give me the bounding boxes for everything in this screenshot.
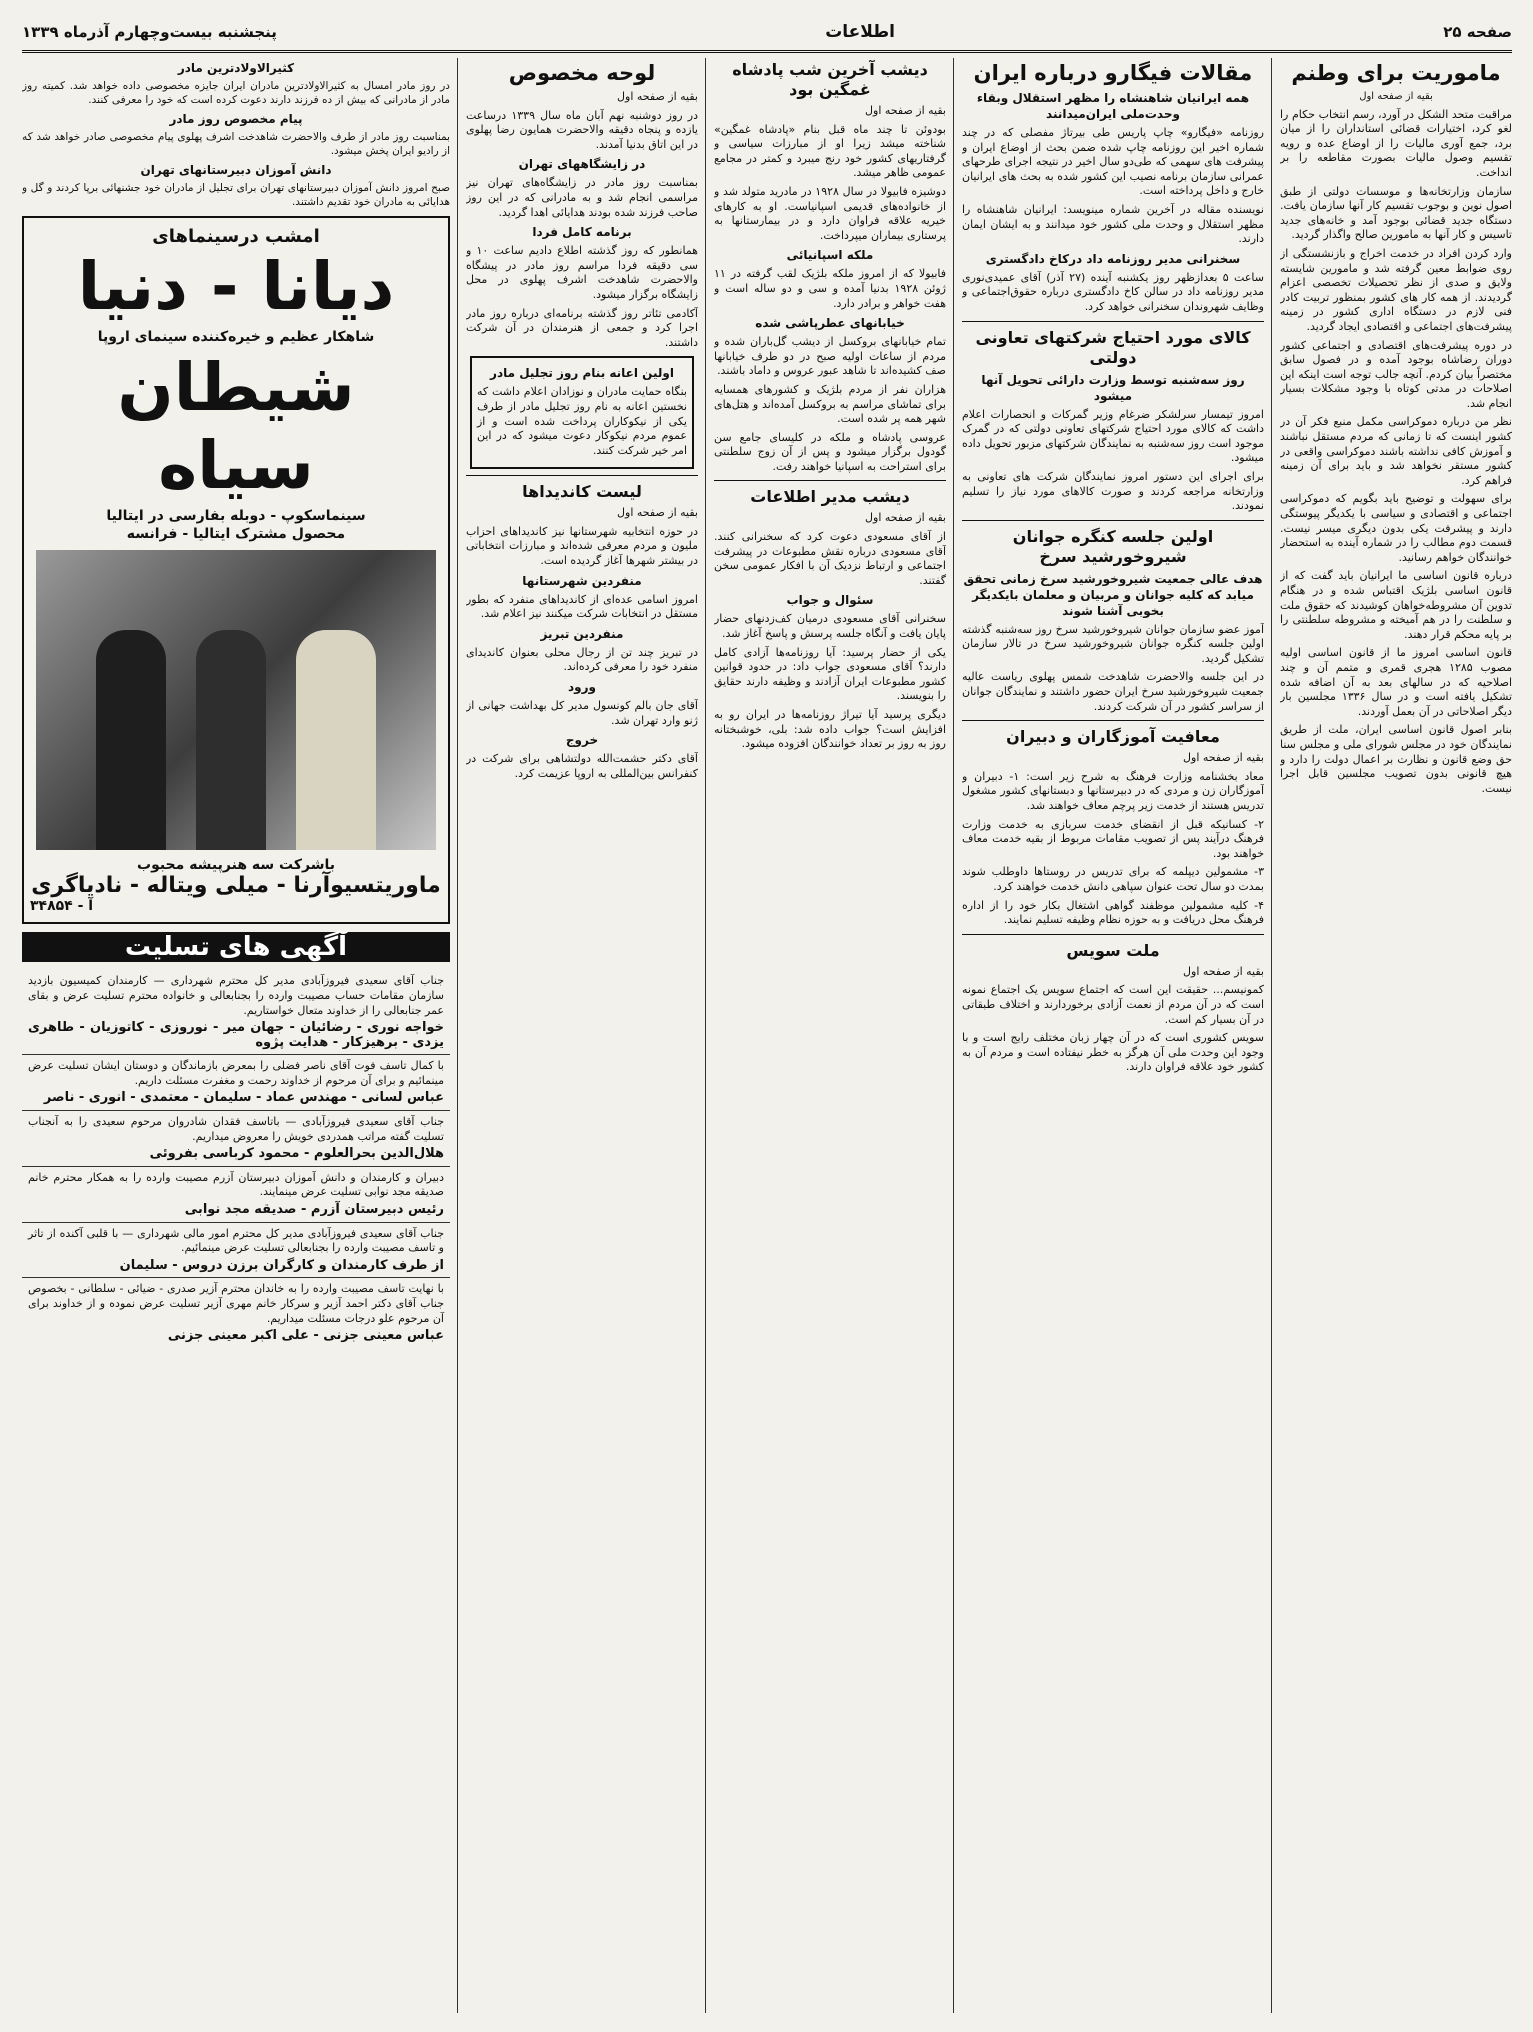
film-still-photo <box>36 550 436 850</box>
column-rule <box>1271 58 1272 2013</box>
paragraph: بمناسبت روز مادر در زایشگاه‌های تهران نیز مراسمی انجام شد و به مادرانی که در این روز صاحب فرزند شده بودند هدایائی اهدا گردید. <box>466 176 698 219</box>
section-subhead: سئوال و جواب <box>786 593 874 608</box>
paragraph: بقیه از صفحه اول <box>1183 751 1264 765</box>
cinema-names: دیانا - دنیا <box>77 248 395 326</box>
paragraph: ۲- کسانیکه قبل از انقضای خدمت سربازی به خدمت وزارت فرهنگ درآیند پس از تصویب مقامات مربوط از بقیه خدمت معاف خواهند بود. <box>962 817 1264 860</box>
paragraph: بمناسبت روز مادر از طرف والاحضرت شاهدخت اشرف پهلوی پیام مخصوصی صادر خواهد شد که از رادیو ایران پخش میشود. <box>22 131 450 157</box>
paragraph: در حوزه انتخابیه شهرستانها نیز کاندیداهای احزاب ملیون و مردم معرفی شده‌اند و مبارزات انتخاباتی در بیشتر شهرها آغاز گردیده است. <box>466 524 698 568</box>
condolence-text: جناب آقای سعیدی فیروزآبادی مدیر کل محترم امور مالی شهرداری — با قلبی آکنده از تاثر و تاسف مصیبت وارده را بجنابعالی تسلیت عرض مینمائیم. <box>28 1226 444 1255</box>
paragraph: سخنرانی آقای مسعودی درمیان کف‌زدنهای حضار پایان یافت و آنگاه جلسه پرسش و پاسخ آغاز شد. <box>714 612 946 641</box>
paragraph: سویس کشوری است که در آن چهار زبان مختلف رایج است و با وجود این وحدت ملی آن هرگز به خطر نیفتاده است و مردم آن به کشور خود علاقه فراوان دارند. <box>962 1031 1264 1074</box>
condolence-notice <box>22 970 450 1055</box>
issue-date: پنجشنبه بیست‌وچهارم آذرماه ۱۳۳۹ <box>22 23 277 41</box>
article-subtitle-coop-goods: روز سه‌شنبه توسط وزارت دارائی تحویل آنها میشود <box>981 372 1245 403</box>
paragraph: در این جلسه والاحضرت شاهدخت شمس پهلوی ریاست عالیه جمعیت شیروخورشید سرخ ایران حضور داشتند و نمایندگان جوانان از سراسر کشور در آن شرکت کردند. <box>962 670 1264 713</box>
ad-code: آ - ۳۴۸۵۴ <box>30 898 94 915</box>
divider <box>962 720 1264 721</box>
condolence-signatures: از طرف کارمندان و کارگران برزن دروس - سلیمان <box>119 1257 444 1273</box>
paragraph: بقیه از صفحه اول <box>617 506 698 520</box>
continued-from-front: بقیه از صفحه اول <box>1359 91 1433 102</box>
condolence-text: دبیران و کارمندان و دانش آموزان دبیرستان آزرم مصیبت وارده را به همکار محترم خانم صدیقه مجد نوابی تسلیت عرض مینمایند. <box>28 1170 444 1199</box>
masthead <box>22 14 1512 53</box>
paragraph: سازمان وزارتخانه‌ها و موسسات دولتی از طبق اصول نوین و بوجوب تقسیم کار آنها سازمان یافت. دستگاه جدید قضائی بوجود آمد و خانه‌های جدید تاسیس و کار آنها به مامورین صالح واگذار گردید. <box>1280 184 1512 242</box>
paragraph: بنابر اصول قانون اساسی ایران، ملت از طریق نمایندگان خود در مجلس شورای ملی و مجلس سنا حق وضع قانون و نظارت بر اعمال دولت را دارد و هیچ قانونی بدون تصویب مجلسین قابل اجرا نیست. <box>1280 723 1512 795</box>
section-subhead: ورود <box>568 680 596 695</box>
paragraph: آکادمی تئاتر روز گذشته برنامه‌ای درباره روز مادر اجرا کرد و جمعی از هنرمندان در آن شرکت داشتند. <box>466 306 698 349</box>
paragraph: برای اجرای این دستور امروز نمایندگان شرکت های تعاونی به وزارتخانه مراجعه کردند و صورت کالاهای مورد نیاز را تسلیم نمودند. <box>962 469 1264 513</box>
article-title-swiss-nation: ملت سویس <box>1066 940 1160 960</box>
cast-intro: باشرکت سه هنرپیشه محبوب <box>137 856 335 873</box>
paragraph: بقیه از صفحه اول <box>865 104 946 117</box>
cast-names: ماوریتسیوآرنا - میلی ویتاله - نادیاگری <box>31 872 441 898</box>
condolence-signatures: رئیس دبیرستان آزرم - صدیقه مجد نوابی <box>184 1202 444 1218</box>
article-title-teacher-exemption: معافیت آموزگاران و دبیران <box>1006 727 1220 747</box>
paragraph: بقیه از صفحه اول <box>1183 964 1264 978</box>
paragraph: دوشیزه فابیولا در سال ۱۹۲۸ در مادرید متولد شد و از خانواده‌های قدیمی اسپانیاست. او به کارهای خیریه علاقه فراوان دارد و در بیمارستانها به پرستاری بیماران میپرداخت. <box>714 184 946 242</box>
mother-news-box <box>22 60 450 210</box>
article-subtitle-red-lion-congress: هدف عالی جمعیت شیروخورشید سرخ زمانی تحقق میابد که کلیه جوانان و مربیان و معلمان بایکدیگر بخوبی آشنا شوند <box>963 571 1263 618</box>
article-title-red-lion-congress: اولین جلسه کنگره جوانان شیروخورشید سرخ <box>1012 526 1214 566</box>
condolence-text: با نهایت تاسف مصیبت وارده را به خاندان محترم آزیر صدری - ضیائی - سلطانی - بخصوص جناب آقای دکتر احمد آزیر و سرکار خانم مهری آزیر تسلیت عرض نموده و از خداوند برای آن مرحوم علو درجات مسئلت میداریم. <box>28 1282 444 1325</box>
condolence-signatures: عباس لسانی - مهندس عماد - سلیمان - معتمدی - انوری - ناصر <box>43 1090 444 1106</box>
paragraph: بنگاه حمایت مادران و نوزادان اعلام داشت که نخستین اعانه به نام روز تجلیل مادر از طرف یکی از نیکوکاران پرداخت شده است و از عموم مردم نیکوکار دعوت میشود که در این امر خیر شرکت کنند. <box>477 385 687 457</box>
article-title-coop-goods: کالای مورد احتیاج شرکتهای تعاونی دولتی <box>975 327 1251 367</box>
paragraph: آموز عضو سازمان جوانان شیروخورشید سرخ روز سه‌شنبه گذشته اولین جلسه کنگره جوانان شیروخورشید سرخ در تالار سازمان تشکیل گردید. <box>962 622 1264 665</box>
condolence-notice <box>22 1055 450 1111</box>
column-rule <box>953 58 954 2013</box>
section-subhead: دانش آموزان دبیرستانهای تهران <box>140 163 332 178</box>
condolence-signatures: عباس معینی جزنی - علی اکبر معینی جزنی <box>167 1328 444 1344</box>
paragraph: امروز اسامی عده‌ای از کاندیداهای منفرد که بطور مستقل در انتخابات شرکت میکنند نیز اعلام شد. <box>466 592 698 621</box>
section-subhead: ملکه اسپانیائی <box>786 248 874 263</box>
paragraph: ساعت ۵ بعدازظهر روز یکشنبه آینده (۲۷ آذر) آقای عمیدی‌نوری مدیر روزنامه داد در سالن کاخ دادگستری درباره حقوق‌اجتماعی و وظایف شهروندان سخنرانی خواهد کرد. <box>962 270 1264 313</box>
article-title-figaro: مقالات فیگارو درباره ایران <box>973 61 1253 85</box>
divider <box>714 480 946 481</box>
article-title-king-last-night: دیشب آخرین شب پادشاه غمگین بود <box>732 60 928 99</box>
divider <box>962 934 1264 935</box>
paragraph: صبح امروز دانش آموزان دبیرستانهای تهران برای تجلیل از مادران خود جشنهائی برپا کردند و گل و هدایائی به مادران خود تقدیم داشتند. <box>22 182 450 208</box>
condolence-heading: آگهی های تسلیت <box>22 932 450 963</box>
paragraph: عروسی پادشاه و ملکه در کلیسای جامع سن گودول برگزار میشود و پس از آن زوج سلطنتی برای استراحت به اسپانیا خواهند رفت. <box>714 430 946 473</box>
paragraph: فابیولا که از امروز ملکه بلژیک لقب گرفته در ۱۱ ژوئن ۱۹۲۸ بدنیا آمده و سی و دو ساله است و هفت خواهر و برادر دارد. <box>714 267 946 310</box>
condolence-text: جناب آقای سعیدی فیروزآبادی مدیر کل محترم شهرداری — کارمندان کمیسیون بازدید سازمان مقامات حساب مصیبت وارده را بجنابعالی و خانواده محترم تسلیت عرض و بقای عمر جنابعالی را از خداوند متعال خواستاریم. <box>28 974 444 1017</box>
page-number: صفحه ۲۵ <box>1443 23 1512 41</box>
paragraph: کمونیسم... حقیقت این است که اجتماع سویس یک اجتماع نمونه است که در آن مردم از نعمت آزادی برخوردارند و اختلاف طبقاتی در آن بسیار کم است. <box>962 983 1264 1026</box>
boxed-notice-first-donation <box>470 356 694 469</box>
paragraph: بودوئن تا چند ماه قبل بنام «پادشاه غمگین» شناخته میشد زیرا او از مبارزات سیاسی و گرفتاریهای کشور خود رنج میبرد و کمتر در مجامع عمومی ظاهر میشد. <box>714 122 946 180</box>
section-subhead: منفردین شهرستانها <box>522 573 642 588</box>
film-description: شاهکار عظیم و خیره‌کننده سینمای اروپا <box>97 329 375 346</box>
paragraph: هزاران نفر از مردم بلژیک و کشورهای همسایه برای تماشای مراسم به بروکسل آمده‌اند و هتل‌های شهر همه پر شده است. <box>714 382 946 426</box>
section-subhead: کثیرالاولادترین مادر <box>177 61 295 75</box>
divider <box>466 475 698 476</box>
paragraph: دیگری پرسید آیا تیراژ روزنامه‌ها در ایران رو به افزایش است؟ جواب داده شد: بلی، خوشبختانه روز به روز بر تعداد خوانندگان افزوده میشود. <box>714 708 946 751</box>
article-subtitle-figaro: همه ایرانیان شاهنشاه را مظهر استقلال وبقاء وحدت‌ملی ایران‌میدانند <box>976 91 1250 121</box>
section-subhead: پیام مخصوص روز مادر <box>169 112 303 127</box>
article-title-candidate-list: لیست کاندیداها <box>522 482 642 502</box>
divider <box>962 520 1264 521</box>
condolence-notice <box>22 1278 450 1347</box>
paragraph: ۳- مشمولین دیپلمه که برای تدریس در روستاها داوطلب شوند بمدت دو سال تحت عنوان سپاهی دانش خدمت خواهند کرد. <box>962 865 1264 893</box>
section-subhead: برنامه کامل فردا <box>532 225 632 240</box>
film-title: شیطان سیاه <box>117 348 355 504</box>
paragraph: نویسنده مقاله در آخرین شماره مینویسد: ایرانیان شاهنشاه را مظهر استقلال و وحدت ملی کشور خود میدانند و به ایشان ایمان دارند. <box>962 202 1264 246</box>
paragraph: در روز مادر امسال به کثیرالاولادترین مادران ایران جایزه مخصوصی داده خواهد شد. کمیته روز مادر از مادرانی که بیش از ده فرزند دارند دعوت کرده است که خود را معرفی کنند. <box>22 80 450 106</box>
paragraph: قانون اساسی امروز ما از قانون اساسی اولیه مصوب ۱۲۸۵ هجری قمری و متمم آن و چند اصلاحیه که در سالهای بعد به آن اضافه شده تشکیل یافته است و در سال ۱۳۳۶ مجلسین بار دیگر اصلاحاتی در آن بعمل آوردند. <box>1280 646 1512 718</box>
condolence-text: جناب آقای سعیدی فیروزآبادی — باتاسف فقدان شادروان مرحوم سعیدی را به آنجناب تسلیت گفته مراتب همدردی خویش را معروض میداریم. <box>28 1115 444 1143</box>
paragraph: تمام خیابانهای بروکسل از دیشب گل‌باران شده و مردم از ساعات اولیه صبح در دو طرف خیابانها صف کشیده‌اند تا شاهد عبور عروس و داماد باشند. <box>714 335 946 378</box>
paragraph: در روز دوشنبه نهم آبان ماه سال ۱۳۳۹ درساعت یازده و پنجاه دقیقه والاحضرت همایون رضا پهلوی در این اتاق بدنیا آمدند. <box>466 108 698 151</box>
section-subhead: خیابانهای عطرپاشی شده <box>755 316 905 331</box>
paragraph: همانطور که روز گذشته اطلاع دادیم ساعت ۱۰ و سی دقیقه فردا مراسم روز مادر در پیشگاه والاحضرت شاهدخت اشرف پهلوی در محل زایشگاه برگزار میشود. <box>466 244 698 301</box>
paragraph: از آقای مسعودی دعوت کرد که سخنرانی کنند. آقای مسعودی درباره نقش مطبوعات در پیشرفت اجتماعی و ارتباط نزدیک آن با افکار عمومی سخن گفتند. <box>714 530 946 587</box>
paragraph: درباره قانون اساسی ما ایرانیان باید گفت که از قانون اساسی بلژیک اقتباس شده و در هنگام تدوین آن مشروطه‌خواهان کوشیدند که حقوق ملت و سلطنت را در هم آمیخته و مشروطه سلطنتی را بر پایه محکم قرار دهند. <box>1280 569 1512 641</box>
condolence-notice <box>22 1223 450 1279</box>
paragraph: امروز تیمسار سرلشکر ضرغام وزیر گمرکات و انحصارات اعلام داشت که کالای مورد احتیاج شرکتهای تعاونی دولتی که در گمرک موجود است روز سه‌شنبه به نمایندگان شرکتهای مزبور تحویل داده میشود. <box>962 407 1264 465</box>
condolence-text: با کمال تاسف فوت آقای ناصر فضلی را بمعرض بازماندگان و دوستان ایشان تسلیت عرض مینمائیم و برای آن مرحوم از خداوند رحمت و مغفرت مسئلت داریم. <box>28 1059 444 1087</box>
newspaper-page <box>22 14 1512 2018</box>
film-technology: سینماسکوپ - دوبله بفارسی در ایتالیا <box>106 507 366 524</box>
paragraph: ۴- کلیه مشمولین موظفند گواهی اشتغال بکار خود را از اداره فرهنگ محل دریافت و به حوزه نظام وظیفه تسلیم نمایند. <box>962 898 1264 927</box>
paper-name: اطلاعات <box>825 22 896 42</box>
article-title-special-plaque: لوحه مخصوص <box>508 61 656 85</box>
paragraph: در دوره پیشرفت‌های اقتصادی و اجتماعی کشور دوران رضاشاه بوجود آمده و در فصول سابق مختصراً بیان کردم. آنچه جالب توجه است اینکه این اصلاحات در مدتی کوتاه با وجود مشکلات بسیار انجام شد. <box>1280 338 1512 410</box>
divider <box>962 321 1264 322</box>
film-production: محصول مشترک ایتالیا - فرانسه <box>126 526 346 543</box>
paragraph: نظر من درباره دموکراسی مکمل منبع فکر آن در کشور اینست که تا زمانی که مردم مستقل نباشند و آموزش کافی نداشته باشند دموکراسی واقعی در کشور مستقر نخواهد شد و باید برای آن زمینه فراهم کرد. <box>1280 415 1512 487</box>
paragraph: روزنامه «فیگارو» چاپ پاریس طی بیرتاژ مفصلی که در چند شماره اخیر این روزنامه چاپ شده ضمن بحث از اوضاع ایران و پیشرفت های سهمی که طی‌دو سال اخیر در نتیجه اجرای طرحهای عمرانی سازمان برنامه نصیب این کشور شده به بحث های ایرانیان خارج و داخل پرداخته است. <box>962 126 1264 198</box>
paragraph: معاد بخشنامه وزارت فرهنگ به شرح زیر است: ۱- دبیران و آموزگاران زن و مردی که در دبیرستانها و دبستانهای کشور مشغول تدریس هستند از خدمت زیر پرچم معاف خواهند شد. <box>962 769 1264 813</box>
column-mission-for-my-country <box>1280 58 1512 2013</box>
section-subhead: منفردین تبریز <box>540 626 624 641</box>
column-rule <box>705 58 706 2013</box>
cinema-tonight: امشب درسینماهای <box>152 225 320 247</box>
paragraph: آقای جان بالم کونسول مدیر کل بهداشت جهانی از ژنو وارد تهران شد. <box>466 699 698 727</box>
paragraph: بقیه از صفحه اول <box>617 90 698 103</box>
section-subhead: خروج <box>565 733 599 748</box>
condolence-signatures: هلال‌الدین بحرالعلوم - محمود کرباسی بفروئی <box>149 1146 444 1162</box>
section-subhead: در زایشگاههای تهران <box>518 157 646 172</box>
paragraph: برای سهولت و توضیح باید بگویم که دموکراسی اجتماعی و اقتصادی و سیاسی با یکدیگر پیوستگی دارند و پیشرفت یکی بدون دیگری میسر نیست. قسمت دوم مطالب را در شماره آینده به استحضار خوانندگان خواهم رسانید. <box>1280 492 1512 564</box>
column-king-wedding <box>714 58 946 2013</box>
paragraph: یکی از حضار پرسید: آیا روزنامه‌ها آزادی کامل دارند؟ آقای مسعودی جواب داد: در حدود قوانین کشور مطبوعات ایران آزادند و وظیفه دارند حقایق را بنویسند. <box>714 645 946 703</box>
paragraph: مراقبت متحد الشکل در آورد، رسم انتخاب حکام را لغو کرد، اختیارات قضائی استانداران را از میان برد، جمع آوری مالیات را از اوضاع عده و رویه تقسیم وصول مالیات بصورت مقاطعه را بر انداخت. <box>1280 107 1512 179</box>
notice-title: اولین اعانه بنام روز تجلیل مادر <box>490 366 674 381</box>
article-title-mission: ماموریت برای وطنم <box>1291 61 1501 85</box>
paragraph: وارد کردن افراد در خدمت اخراج و بازنشستگی از روی ضوابط معین گرفته شد و مامورین شایسته ولایق و صدی از نظر تحصیلات تخصصی اعزام گردیدند. از همه کار های کشور بمنظور تربیت کادر فنی لازم در دستگاه اداری کشور در زمینه پیشرفت‌های اجتماعی و اقتصادی ایجاد گردید. <box>1280 246 1512 333</box>
column-special-plaque <box>466 58 698 2013</box>
paragraph: بقیه از صفحه اول <box>865 511 946 525</box>
condolence-signatures: خواجه نوری - رضائیان - جهان میر - نوروزی - کاتوزیان - طاهری یزدی - برهیزکار - هدایت پژوه <box>28 1020 444 1050</box>
column-ads <box>22 58 450 2013</box>
article-title-lecture: سخنرانی مدیر روزنامه داد درکاخ دادگستری <box>985 251 1241 266</box>
column-rule <box>457 58 458 2013</box>
condolence-notice <box>22 1111 450 1167</box>
cinema-advertisement <box>22 216 450 924</box>
paragraph: آقای دکتر حشمت‌الله دولتشاهی برای شرکت در کنفرانس بین‌المللی به اروپا عزیمت کرد. <box>466 752 698 780</box>
column-figaro-and-news <box>962 58 1264 2013</box>
article-title-ettelaat-director: دیشب مدیر اطلاعات <box>750 487 910 507</box>
paragraph: در تبریز چند تن از رجال محلی بعنوان کاندیدای منفرد خود را معرفی کرده‌اند. <box>466 645 698 674</box>
condolence-notice <box>22 1167 450 1223</box>
